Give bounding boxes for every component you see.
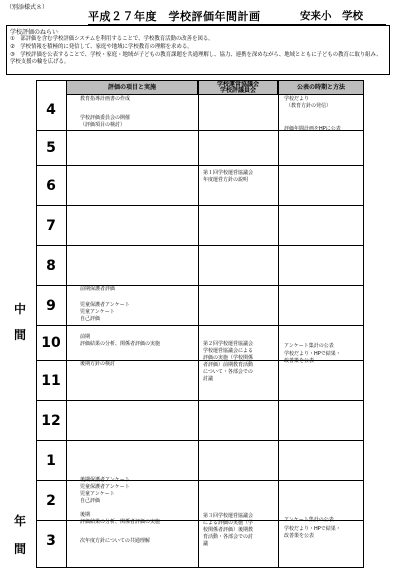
cell-mar-items-1: 後期 [80,512,91,518]
row-divider [36,205,364,206]
row-divider [36,165,364,166]
cell-oct-items-1: 前期 [80,334,91,340]
column-header-publish: 公表の時期と方法 [278,80,364,95]
month-9: 9 [46,298,56,314]
aims-title: 学校評価のねらい [10,29,59,36]
month-7: 7 [46,218,56,234]
month-3: 3 [46,533,56,549]
form-id: （別添様式８） [6,4,49,11]
cell-mar-council-3: 校関係者評価）後期教 [203,527,254,533]
side-label-midterm-2: 間 [14,328,27,342]
cell-sep-items-4: 自己評価 [80,316,101,322]
row-divider [36,245,364,246]
column-header-items: 評価の項目と実施 [66,80,198,95]
cell-oct-council-1: 第２回学校運営協議会 [203,341,254,347]
cell-oct-council-4: 者評価）前期教育活動 [203,362,254,368]
cell-oct-council-2: 学校運営協議会による [203,348,254,354]
row-divider [36,400,364,401]
aim-item-1: ① 部評価を含む学校評価システムを利用することで、学校教育活動の改善を図る。 [10,36,214,42]
cell-may-publish: 評価年間計画をHPに公表 [284,126,341,132]
month-1: 1 [46,453,56,469]
row-divider [36,325,364,326]
aim-item-3: ③ 学校評価を公表することで、学校・家庭・地域が子どもの教育課題を共通理解し、協力、連携を深めながら、地域とともに子どもの教育に取り組み、学校支援の輪を広げる。 [10,52,382,65]
cell-mar-items-2: 評価結果の分析、関係者評価の実施 [80,519,161,525]
cell-apr-items-2: 学校評価委員会の開催 [80,115,131,121]
side-label-yearend-2: 間 [14,542,27,556]
column-divider [66,80,67,568]
cell-jun-council-1: 第１回学校運営協議会 [203,170,254,176]
cell-mar-council-5: 議 [203,541,209,547]
cell-oct-publish-3: 改善策を公表 [284,358,315,364]
cell-sep-items-1: 前期保護者評価 [80,286,116,292]
cell-oct-items-2: 評価結果の分析、関係者評価の実施 [80,341,161,347]
column-header-council-line2: 学校評議員会 [219,87,256,94]
cell-mar-items-3: 次年度方針についての共通理解 [80,538,150,544]
cell-apr-items-1: 教育指導計画書の作成 [80,96,131,102]
cell-jun-council-2: 年度運営方針の説明 [203,177,249,183]
column-header-council [198,80,278,95]
cell-oct-council-6: 討議 [203,376,214,382]
cell-mar-council-2: による評価の実施（学 [203,520,254,526]
page-title: 平成２７年度 学校評価年間計画 [88,10,261,23]
cell-feb-items-2: 児童保護者アンケート [80,484,130,490]
cell-oct-council-3: 評価の実施（学校関係 [203,355,254,361]
cell-apr-publish-2: （教育方針の発信） [286,103,332,109]
cell-sep-items-2: 児童保護者アンケート [80,302,130,308]
cell-oct-publish-2: 学校だより・HPで結果・ [284,351,341,357]
column-divider [278,80,279,568]
cell-oct-council-5: について・各部会での [203,369,253,375]
cell-sep-items-3: 児童アンケート [80,309,115,315]
cell-feb-items-1: 後期保護者アンケート [80,477,130,483]
row-divider [36,440,364,441]
side-label-yearend-1: 年 [14,514,27,528]
cell-oct-publish-1: アンケート集計の公表 [284,343,334,349]
month-6: 6 [46,178,56,194]
school-name: 安来小 学校 [300,10,363,22]
month-5: 5 [46,140,56,156]
cell-feb-items-3: 児童アンケート [80,491,115,497]
cell-mar-council-1: 第３回学校運営協議会 [203,513,254,519]
cell-apr-items-3: （評価項目の検討） [80,122,126,128]
column-header-council-line1: 学校運営協議会 [216,81,259,88]
cell-mar-publish-2: 学校だより・HPで結果・ [284,526,341,532]
side-label-midterm-1: 中 [14,302,27,316]
column-divider [198,80,199,568]
month-11: 11 [41,373,61,389]
month-2: 2 [46,493,56,509]
month-8: 8 [46,258,56,274]
cell-nov-items: 後期方針の検討 [80,361,116,367]
month-12: 12 [41,413,61,429]
cell-mar-publish-1: アンケート集計の公表 [284,517,334,523]
cell-feb-items-4: 自己評価 [80,498,101,504]
cell-apr-publish-1: 学校だより [284,96,310,102]
cell-mar-publish-3: 改善策を公表 [284,533,315,539]
aim-item-2: ② 学校情報を積極的に発信して、家庭や地域に学校教育の理解を求める。 [10,44,193,50]
cell-mar-council-4: 育活動・各部会での討 [203,534,254,540]
month-4: 4 [46,102,56,118]
month-10: 10 [41,335,61,351]
